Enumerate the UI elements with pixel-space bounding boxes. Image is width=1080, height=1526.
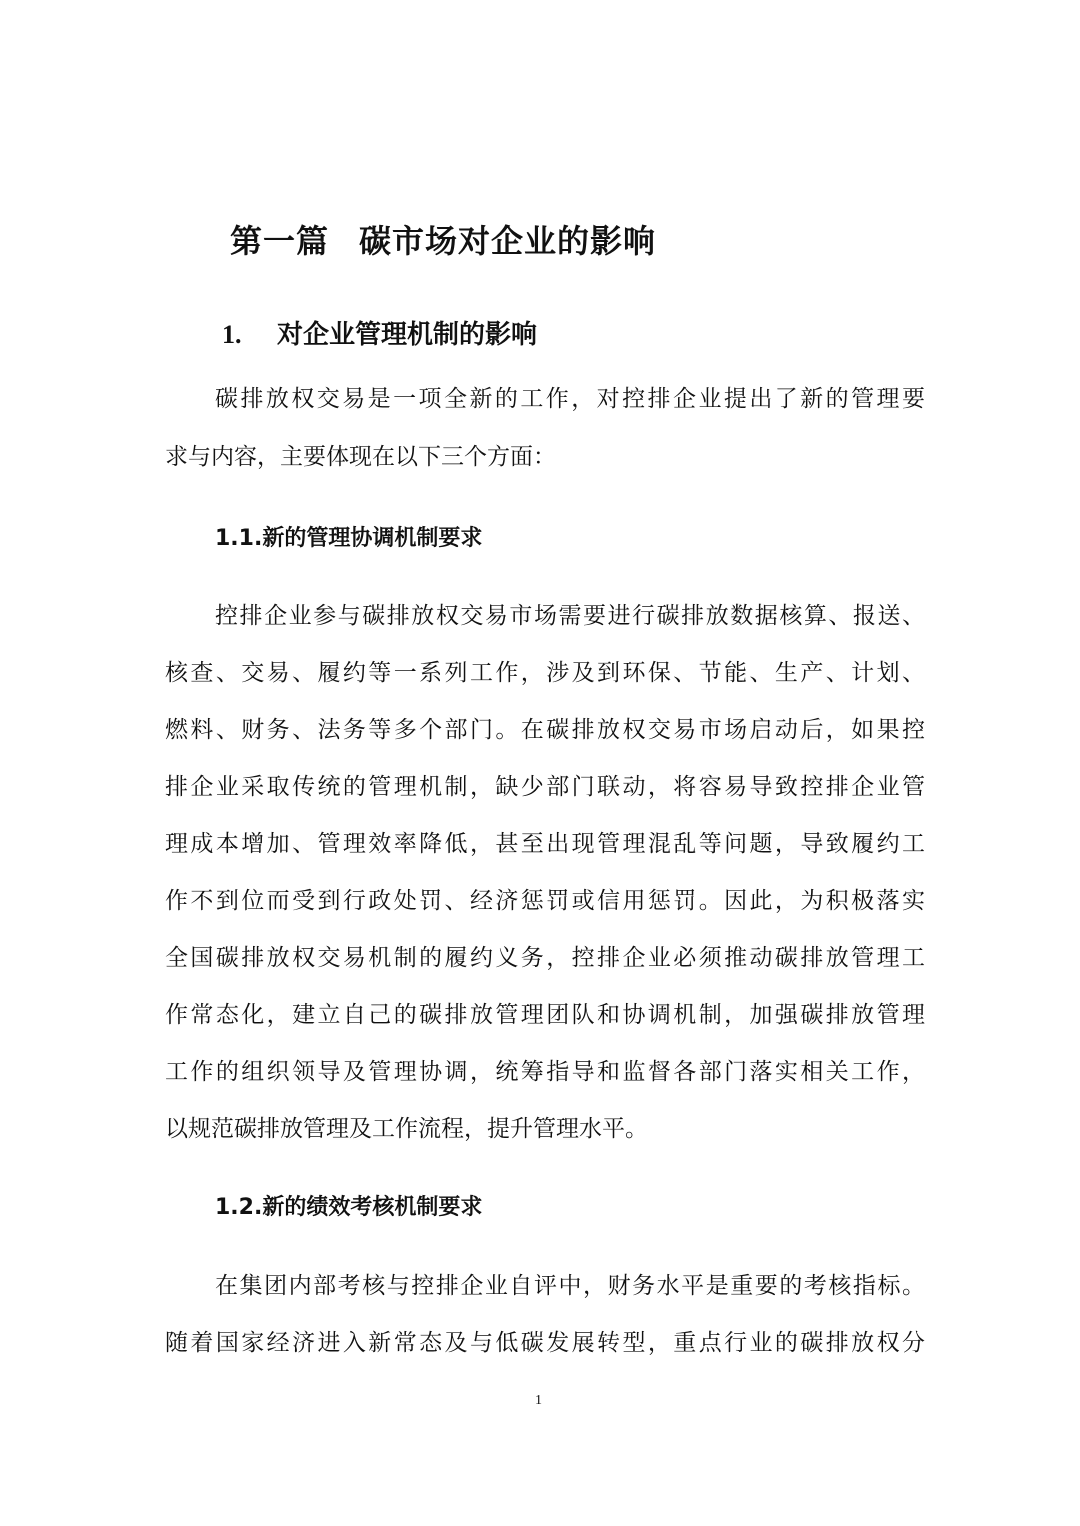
paragraph-line: 作不到位而受到行政处罚、经济惩罚或信用惩罚。因此，为积极落实 bbox=[165, 888, 925, 914]
paragraph-line: 碳排放权交易是一项全新的工作，对控排企业提出了新的管理要 bbox=[215, 386, 925, 412]
paragraph-line: 控排企业参与碳排放权交易市场需要进行碳排放数据核算、报送、 bbox=[215, 603, 925, 629]
section-1-number: 1. bbox=[222, 320, 242, 349]
paragraph-line: 作常态化，建立自己的碳排放管理团队和协调机制，加强碳排放管理 bbox=[165, 1002, 925, 1028]
paragraph-line: 工作的组织领导及管理协调，统筹指导和监督各部门落实相关工作， bbox=[165, 1059, 925, 1085]
part-title-text: 碳市场对企业的影响 bbox=[359, 222, 657, 260]
page-number: 1 bbox=[535, 1393, 542, 1408]
paragraph-line: 燃料、财务、法务等多个部门。在碳排放权交易市场启动后，如果控 bbox=[165, 717, 925, 743]
paragraph-line: 理成本增加、管理效率降低，甚至出现管理混乱等问题，导致履约工 bbox=[165, 831, 925, 857]
section-1-1-heading: 1.1.新的管理协调机制要求 bbox=[215, 526, 483, 551]
section-1-title: 对企业管理机制的影响 bbox=[277, 320, 538, 350]
paragraph-line: 全国碳排放权交易机制的履约义务，控排企业必须推动碳排放管理工 bbox=[165, 945, 925, 971]
paragraph-line: 以规范碳排放管理及工作流程，提升管理水平。 bbox=[165, 1116, 648, 1142]
section-1-2-heading: 1.2.新的绩效考核机制要求 bbox=[215, 1195, 483, 1220]
paragraph-line: 排企业采取传统的管理机制，缺少部门联动，将容易导致控排企业管 bbox=[165, 774, 925, 800]
part-label: 第一篇 bbox=[230, 222, 330, 260]
part-title bbox=[230, 216, 656, 262]
paragraph-line: 核查、交易、履约等一系列工作，涉及到环保、节能、生产、计划、 bbox=[165, 660, 925, 686]
paragraph-line: 在集团内部考核与控排企业自评中，财务水平是重要的考核指标。 bbox=[215, 1273, 925, 1299]
paragraph-line: 随着国家经济进入新常态及与低碳发展转型，重点行业的碳排放权分 bbox=[165, 1330, 925, 1356]
paragraph-line: 求与内容，主要体现在以下三个方面： bbox=[165, 444, 556, 470]
section-1-heading bbox=[222, 314, 537, 351]
